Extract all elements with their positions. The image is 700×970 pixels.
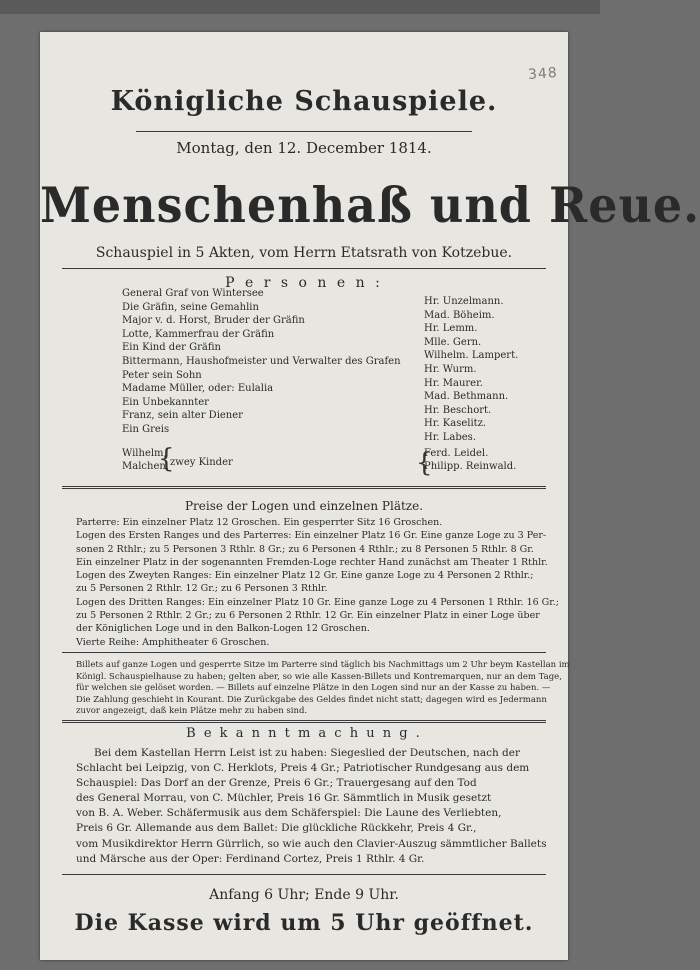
price-line: Logen des Ersten Ranges und des Parterres: Ein einzelner Platz 16 Gr. Eine ganze Loge zu 3 Per- [76,530,547,542]
announcement-line: vom Musikdirektor Herrn Gürrlich, so wie auch den Clavier-Auszug sämmtlicher Ballets [76,837,547,850]
price-line: Logen des Dritten Ranges: Ein einzelner Platz 10 Gr. Eine ganze Loge zu 4 Personen 1 Rthlr. 16 Gr.; [76,596,559,608]
cast-role: Madame Müller, oder: Eulalia [122,383,274,395]
notice-line: Königl. Schauspielhause zu haben; gelten aber, so wie alle Kassen-Billets und Kontremarquen, nur an dem Tage, [76,671,562,682]
notice-line: zuvor angezeigt, daß kein Plätze mehr zu haben sind. [76,706,308,717]
price-line: sonen 2 Rthlr.; zu 5 Personen 3 Rthlr. 8 Gr.; zu 6 Personen 4 Rthlr.; zu 8 Personen 5 Rthlr. 8 Gr. [76,543,534,555]
cast-role: Franz, sein alter Diener [122,410,243,422]
cast-role: Wilhelm, [122,448,167,459]
notice-line: Die Zahlung geschieht in Kourant. Die Zurückgabe des Geldes findet nicht statt; dagegen wird es Jedermann [76,694,547,705]
cast-actor: Mad. Bethmann. [424,391,509,403]
price-line: Parterre: Ein einzelner Platz 12 Groschen. Ein gesperrter Sitz 16 Groschen. [76,517,443,528]
play-subtitle: Schauspiel in 5 Akten, vom Herrn Etatsrath von Kotzebue. [95,245,513,261]
price-line: zu 5 Personen 2 Rthlr. 2 Gr.; zu 6 Personen 2 Rthlr. 12 Gr. Ein einzelner Platz in einer Loge über [76,610,540,622]
start-end-times: Anfang 6 Uhr; Ende 9 Uhr. [209,887,399,903]
announcement-line: und Märsche aus der Oper: Ferdinand Cortez, Preis 1 Rthlr. 4 Gr. [76,852,425,865]
header-divider [136,131,472,132]
performance-date: Montag, den 12. December 1814. [176,139,432,157]
cast-actor: Wilhelm. Lampert. [424,350,519,362]
announcement-text [76,746,588,867]
notice-line: für welchen sie gelöset worden. — Billets auf einzelne Plätze in den Logen sind nur an der Kasse zu haben. — [76,683,551,694]
box-office-opening: Die Kasse wird um 5 Uhr geöffnet. [74,910,534,936]
cast-role: Major v. d. Horst, Bruder der Gräfin [122,315,305,327]
price-line: zu 5 Personen 2 Rthlr. 12 Gr.; zu 6 Personen 3 Rthlr. [76,583,328,595]
notice-line: Billets auf ganze Logen und gesperrte Sitze im Parterre sind täglich bis Nachmittags um 2 Uhr beym Kastellan im [76,660,570,670]
cast-actor: Hr. Wurm. [424,364,477,375]
cast-actor: Mad. Böheim. [424,309,495,321]
cast-actor: Philipp. Reinwald. [424,461,517,472]
notice-divider [62,720,546,723]
archive-number: 348 [527,64,559,84]
announcement-line: Schlacht bei Leipzig, von C. Herklots, Preis 4 Gr.; Patriotischer Rundgesang aus dem [76,762,530,775]
cast-role: Bittermann, Haushofmeister und Verwalter des Grafen [122,356,401,367]
cast-role: Malchen, [122,461,169,472]
announcement-divider [62,874,546,875]
announcement-heading: B e k a n n t m a c h u n g . [186,726,422,741]
announcement-line: des General Morrau, von C. Müchler, Preis 16 Gr. Sämmtlich in Musik gesetzt [76,792,492,805]
cast-role: Die Gräfin, seine Gemahlin [122,301,259,313]
brace-mark: { [158,444,175,474]
prices-divider [62,652,546,653]
announcement-line: Bei dem Kastellan Herrn Leist ist zu haben: Siegeslied der Deutschen, nach der [94,747,521,759]
cast-divider [62,486,546,489]
announcement-line: Preis 6 Gr. Allemande aus dem Ballet: Die glückliche Rückkehr, Preis 4 Gr., [76,822,477,835]
announcement-line: von B. A. Weber. Schäfermusik aus dem Schäferspiel: Die Laune des Verliebten, [76,807,502,820]
cast-role: Lotte, Kammerfrau der Gräfin [122,328,275,340]
price-line: Logen des Zweyten Ranges: Ein einzelner Platz 12 Gr. Eine ganze Loge zu 4 Personen 2 Rthlr.; [76,570,534,582]
theater-name: Königliche Schauspiele. [110,86,498,117]
cast-role: Ein Unbekannter [122,396,209,408]
price-line: Ein einzelner Platz in der sogenannten Fremden-Loge rechter Hand zunächst am Theater 1 Rthlr. [76,556,548,568]
cast-actor: Hr. Labes. [424,432,476,443]
price-line: Vierte Reihe: Amphitheater 6 Groschen. [76,636,270,648]
cast-actor: Ferd. Leidel. [424,448,489,459]
cast-actor: Hr. Lemm. [424,323,478,335]
cast-role: Ein Kind der Gräfin [122,342,221,354]
cast-role: General Graf von Wintersee [122,288,264,299]
prices-block [76,516,588,649]
cast-actor: Mlle. Gern. [424,336,482,348]
prices-heading: Preise der Logen und einzelnen Plätze. [184,499,424,513]
children-label: zwey Kinder [170,457,233,468]
brace-mark: { [416,448,433,478]
cast-actor: Hr. Unzelmann. [424,296,504,307]
cast-heading: P e r s o n e n : [225,275,383,291]
cast-actor: Hr. Maurer. [424,377,483,389]
title-divider [62,268,546,269]
cast-actor: Hr. Beschort. [424,404,492,416]
play-title: Menschenhaß und Reue. [40,176,700,234]
ticket-notice [76,660,588,718]
announcement-line: Schauspiel: Das Dorf an der Grenze, Preis 6 Gr.; Trauergesang auf den Tod [76,777,477,790]
cast-actor: Hr. Kaselitz. [424,418,487,430]
scan-frame [0,0,600,14]
price-line: der Königlichen Loge und in den Balkon-Logen 12 Groschen. [76,623,370,635]
playbill-sheet [40,32,700,960]
cast-role: Peter sein Sohn [122,369,202,381]
cast-role: Ein Greis [122,424,170,435]
